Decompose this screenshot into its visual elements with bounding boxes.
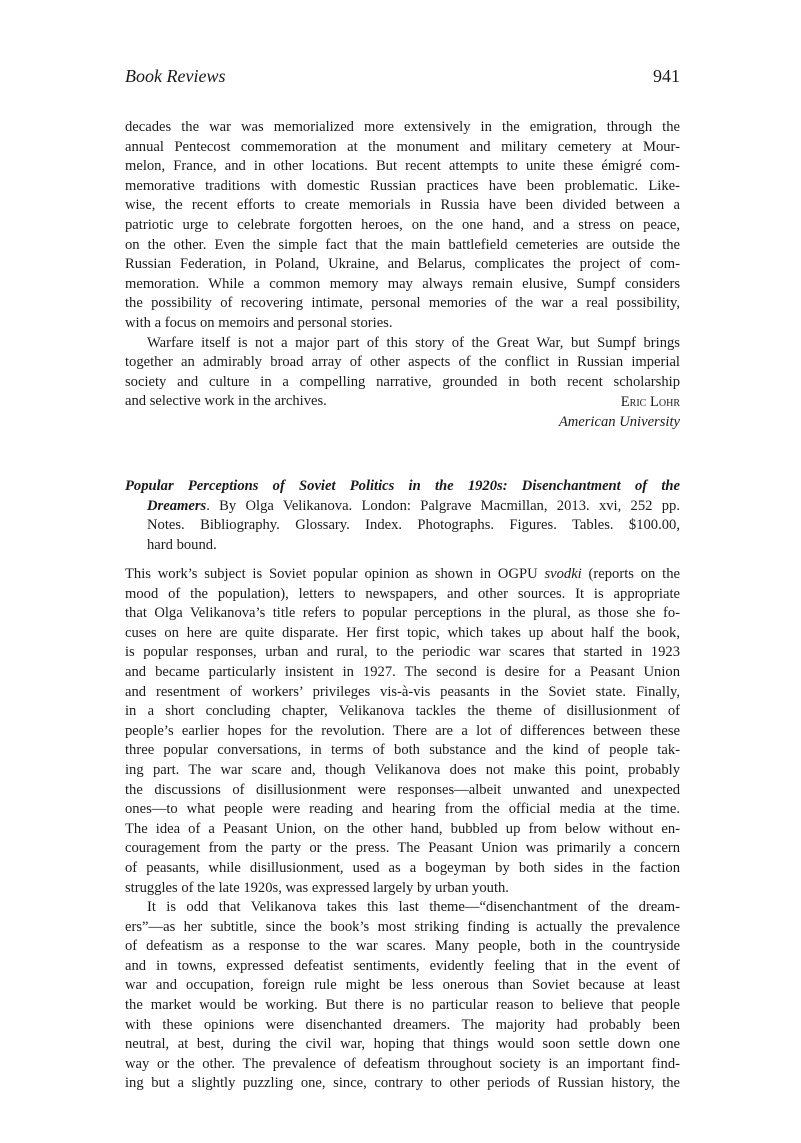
- text-line: and in towns, expressed defeatist sentiments, evidently feeling that in the event of: [125, 957, 680, 974]
- text-line: struggles of the late 1920s, was expressed largely by urban youth.: [125, 879, 509, 896]
- reviewer-name: Eric Lohr: [620, 394, 680, 410]
- text-line: Warfare itself is not a major part of this story of the Great War, but Sumpf brings: [147, 334, 680, 351]
- text-segment: This work’s subject is Soviet popular opinion as shown in OGPU: [125, 566, 545, 582]
- text-line: wise, the recent efforts to create memorials in Russia have been divided between a: [125, 197, 680, 214]
- italic-term: svodki: [544, 566, 582, 582]
- citation-binding: hard bound.: [147, 536, 217, 553]
- text-line: of peasants, while disillusionment, used as a bogeyman by both sides in the faction: [125, 859, 680, 876]
- text-line: the discussions of disillusionment were responses—albeit unwanted and unexpected: [125, 781, 680, 798]
- text-line: It is odd that Velikanova takes this last theme—“disenchantment of the dream-: [147, 899, 680, 916]
- text-line: three popular conversations, in terms of both substance and the kind of people tak-: [125, 742, 680, 759]
- text-line: Russian Federation, in Poland, Ukraine, and Belarus, complicates the project of com-: [125, 256, 680, 273]
- text-line: and resentment of workers’ privileges vis-à-vis peasants in the Soviet state. Finally,: [125, 683, 680, 700]
- book-citation: [125, 477, 680, 555]
- text-line: memorative traditions with domestic Russian practices have been problematic. Like-: [125, 177, 680, 194]
- text-line: is popular responses, urban and rural, to the periodic war scares that started in 1923: [125, 644, 680, 661]
- text-line: annual Pentecost commemoration at the monument and military cemetery at Mour-: [125, 138, 680, 155]
- text-line: war and occupation, foreign rule might be less onerous than Soviet because at least: [125, 977, 680, 994]
- reviewer-signature: [559, 393, 680, 432]
- review-1-text: [125, 118, 680, 412]
- text-line: ing part. The war scare and, though Velikanova does not make this point, probably: [125, 761, 680, 778]
- text-line: patriotic urge to celebrate forgotten heroes, on the one hand, and a stress on peace,: [125, 216, 680, 233]
- page-number: 941: [653, 66, 680, 86]
- text-line: with these opinions were disenchanted dreamers. The majority had probably been: [125, 1016, 680, 1033]
- text-line: memoration. While a common memory may always remain elusive, Sumpf considers: [125, 275, 680, 292]
- book-title-line: Popular Perceptions of Soviet Politics in the 1920s: Disenchantment of the: [125, 478, 680, 494]
- text-segment: (reports on the: [581, 566, 680, 582]
- book-title-end: Dreamers: [147, 497, 207, 514]
- reviewer-affiliation: American University: [558, 413, 680, 430]
- text-line: mood of the population), letters to newspapers, and other sources. It is appropriate: [125, 585, 680, 602]
- text-line: and selective work in the archives.: [125, 393, 327, 410]
- text-line: decades the war was memorialized more extensively in the emigration, through the: [125, 119, 680, 135]
- citation-details: Notes. Bibliography. Glossary. Index. Photographs. Figures. Tables. $100.00,: [147, 517, 680, 534]
- text-line: society and culture in a compelling narrative, grounded in both recent scholarship: [125, 373, 680, 390]
- running-head: Book Reviews: [125, 66, 226, 86]
- text-line: that Olga Velikanova’s title refers to popular perceptions in the plural, as those she fo-: [125, 605, 680, 622]
- citation-publication: . By Olga Velikanova. London: Palgrave Macmillan, 2013. xvi, 252 pp.: [206, 497, 680, 514]
- text-line: [125, 565, 680, 585]
- text-line: neutral, at best, during the civil war, hoping that things would soon settle down one: [125, 1036, 680, 1053]
- text-line: together an admirably broad array of other aspects of the conflict in Russian imperial: [125, 354, 680, 371]
- text-line: and became particularly insistent in 1927. The second is desire for a Peasant Union: [125, 663, 680, 680]
- text-line: of defeatism as a response to the war scares. Many people, both in the countryside: [125, 938, 680, 955]
- text-line: ones—to what people were reading and hearing from the official media at the time.: [125, 801, 680, 818]
- text-line: on the other. Even the simple fact that the main battlefield cemeteries are outside the: [125, 236, 680, 253]
- text-line: ers”—as her subtitle, since the book’s most striking finding is actually the prevalence: [125, 918, 680, 935]
- text-line: with a focus on memoirs and personal stories.: [125, 314, 393, 331]
- text-line: the possibility of recovering intimate, personal memories of the war a real possibility,: [125, 295, 680, 312]
- review-2-text: [125, 565, 680, 1094]
- text-line: people’s earlier hopes for the revolution. There are a lot of differences between these: [125, 722, 680, 739]
- text-line: couragement from the party or the press. The Peasant Union was primarily a concern: [125, 840, 680, 857]
- text-line: the market would be working. But there is no particular reason to believe that people: [125, 997, 680, 1014]
- text-line: in a short concluding chapter, Velikanova tackles the theme of disillusionment of: [125, 703, 680, 720]
- text-line: The idea of a Peasant Union, on the other hand, bubbled up from below without en-: [125, 820, 680, 837]
- text-line: ing but a slightly puzzling one, since, contrary to other periods of Russian history, the: [125, 1075, 680, 1092]
- text-line: melon, France, and in other locations. But recent attempts to unite these émigré com-: [125, 158, 680, 175]
- text-line: way or the other. The prevalence of defeatism throughout society is an important find-: [125, 1055, 680, 1072]
- text-line: cuses on here are quite disparate. Her first topic, which takes up about half the book,: [125, 624, 680, 641]
